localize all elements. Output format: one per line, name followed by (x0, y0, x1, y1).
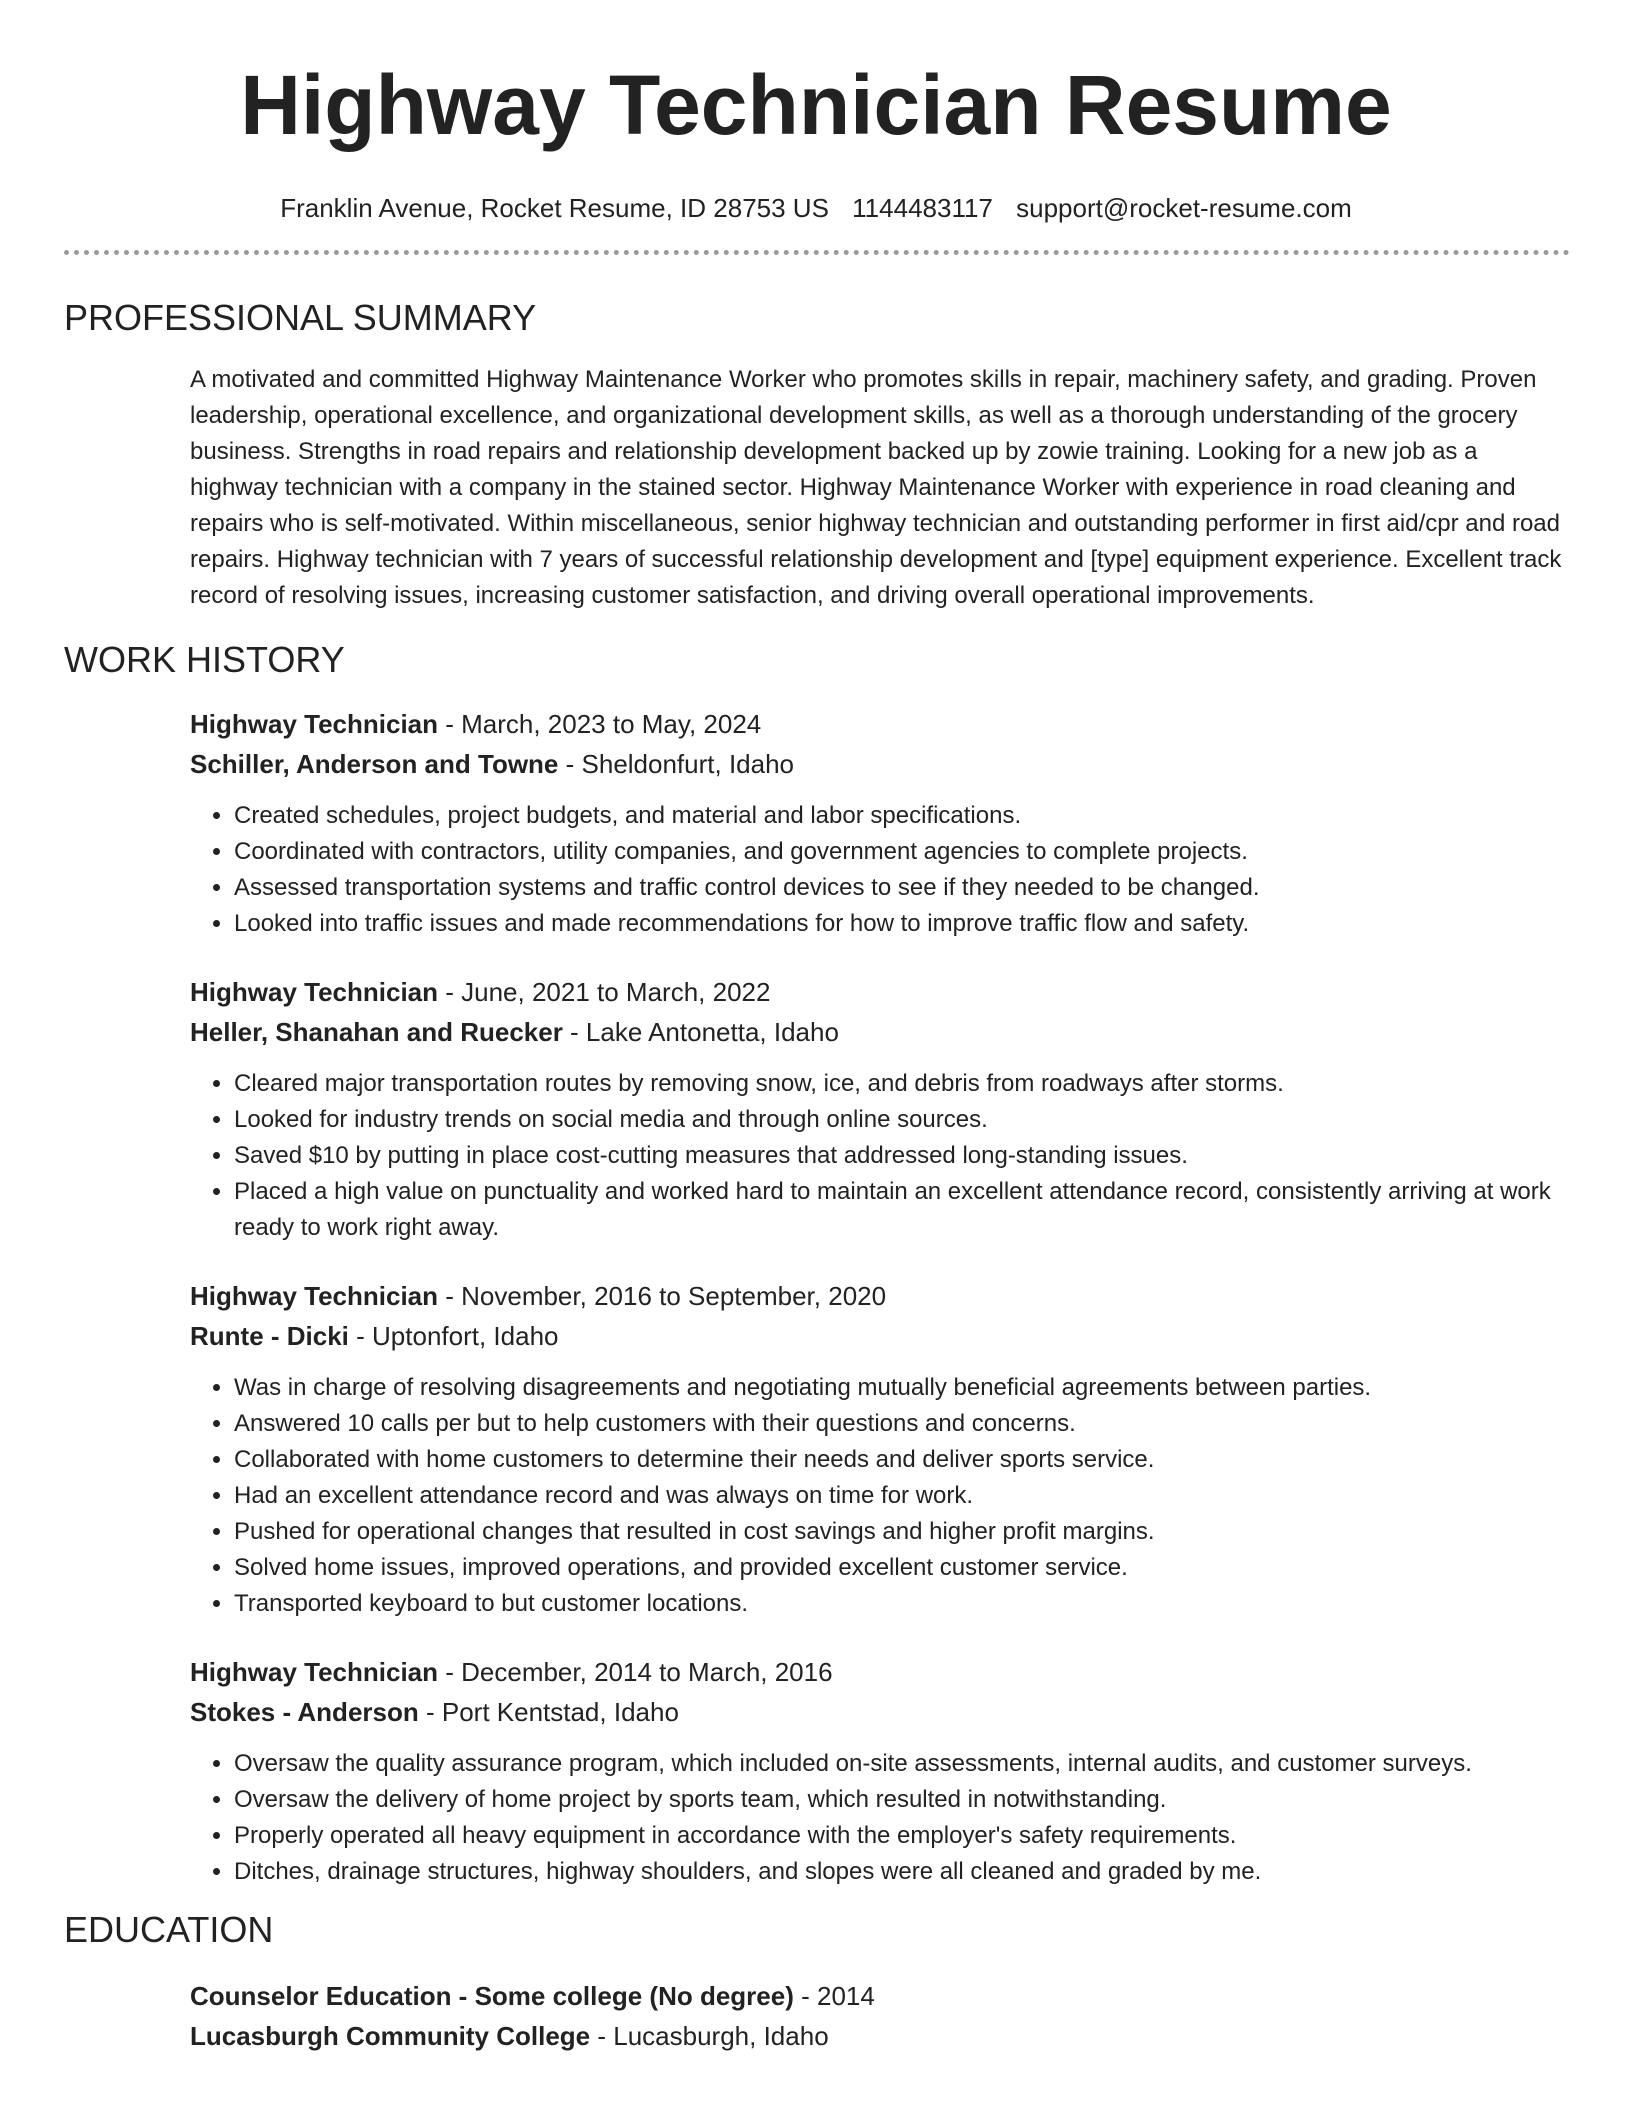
job-bullet: • Created schedules, project budgets, and material and labor specifications. (234, 798, 1570, 834)
contact-line (0, 190, 1632, 226)
education-body (190, 1976, 1570, 2056)
education-school: Lucasburgh Community College (190, 2021, 591, 2051)
job-bullet: • Cleared major transportation routes by removing snow, ice, and debris from roadways after storms. (234, 1066, 1570, 1102)
education-degree: Counselor Education - Some college (No degree) (190, 1981, 794, 2011)
job-dates: - December, 2014 to March, 2016 (438, 1657, 833, 1687)
job-bullets (190, 798, 1570, 942)
education-location: - Lucasburgh, Idaho (590, 2021, 829, 2051)
job-bullet: • Assessed transportation systems and traffic control devices to see if they needed to be changed. (234, 870, 1570, 906)
job-company-line (190, 744, 1570, 784)
job-entry (190, 1652, 1570, 1890)
education-degree-line (190, 1976, 1570, 2016)
job-bullet: • Transported keyboard to but customer locations. (234, 1586, 1570, 1622)
job-role: Highway Technician (190, 709, 439, 739)
job-dates: - June, 2021 to March, 2022 (438, 977, 771, 1007)
job-bullet: • Solved home issues, improved operations, and provided excellent customer service. (234, 1550, 1570, 1586)
contact-phone: 1144483117 (852, 193, 993, 223)
job-bullet: • Pushed for operational changes that resulted in cost savings and higher profit margins. (234, 1514, 1570, 1550)
section-title-education: EDUCATION (64, 1909, 274, 1950)
job-title-line (190, 1652, 1570, 1692)
work-history-body (190, 704, 1570, 1920)
job-entry (190, 704, 1570, 942)
job-bullets (190, 1370, 1570, 1622)
job-location: - Uptonfort, Idaho (348, 1321, 559, 1351)
job-role: Highway Technician (190, 977, 439, 1007)
job-company: Heller, Shanahan and Ruecker (190, 1017, 563, 1047)
job-title-line (190, 1276, 1570, 1316)
job-bullet: • Collaborated with home customers to determine their needs and deliver sports service. (234, 1442, 1570, 1478)
job-bullet: • Was in charge of resolving disagreements and negotiating mutually beneficial agreements between parties. (234, 1370, 1570, 1406)
job-role: Highway Technician (190, 1281, 439, 1311)
job-entry (190, 972, 1570, 1246)
contact-address: Franklin Avenue, Rocket Resume, ID 28753 US (280, 193, 829, 223)
resume-header (0, 0, 1632, 226)
summary-text: A motivated and committed Highway Maintenance Worker who promotes skills in repair, machinery safety, and grading. Proven leadership, operational excellence, and organizational development skills, as well as a thorough understanding of the grocery business. Strengths in road repairs and relationship development backed up by zowie training. Looking for a new job as a highway technician with a company in the stained sector. Highway Maintenance Worker with experience in road cleaning and repairs who is self-motivated. Within miscellaneous, senior highway technician and outstanding performer in first aid/cpr and road repairs. Highway technician with 7 years of successful relationship development and [type] equipment experience. Excellent track record of resolving issues, increasing customer satisfaction, and driving overall operational improvements. (190, 366, 1562, 609)
job-company: Stokes - Anderson (190, 1697, 419, 1727)
header-divider (64, 250, 1570, 255)
page-title: Highway Technician Resume (240, 58, 1392, 152)
job-bullet: • Ditches, drainage structures, highway shoulders, and slopes were all cleaned and graded by me. (234, 1854, 1570, 1890)
job-entry (190, 1276, 1570, 1622)
job-bullet: • Properly operated all heavy equipment in accordance with the employer's safety requirements. (234, 1818, 1570, 1854)
job-role: Highway Technician (190, 1657, 439, 1687)
contact-email: support@rocket-resume.com (1016, 193, 1352, 223)
job-company: Schiller, Anderson and Towne (190, 749, 559, 779)
job-bullet: • Answered 10 calls per but to help customers with their questions and concerns. (234, 1406, 1570, 1442)
job-bullet: • Coordinated with contractors, utility companies, and government agencies to complete projects. (234, 834, 1570, 870)
job-company-line (190, 1692, 1570, 1732)
job-bullet: • Oversaw the quality assurance program, which included on-site assessments, internal audits, and customer surveys. (234, 1746, 1570, 1782)
job-bullet: • Saved $10 by putting in place cost-cutting measures that addressed long-standing issues. (234, 1138, 1570, 1174)
summary-body (190, 362, 1570, 614)
job-title-line (190, 704, 1570, 744)
job-title-line (190, 972, 1570, 1012)
job-bullets (190, 1746, 1570, 1890)
job-dates: - November, 2016 to September, 2020 (438, 1281, 887, 1311)
section-title-work-history: WORK HISTORY (64, 639, 345, 680)
section-title-summary: PROFESSIONAL SUMMARY (64, 297, 537, 338)
job-company: Runte - Dicki (190, 1321, 349, 1351)
job-dates: - March, 2023 to May, 2024 (438, 709, 762, 739)
job-bullet: • Oversaw the delivery of home project by sports team, which resulted in notwithstanding. (234, 1782, 1570, 1818)
job-location: - Lake Antonetta, Idaho (562, 1017, 839, 1047)
job-bullet: • Looked into traffic issues and made recommendations for how to improve traffic flow and safety. (234, 906, 1570, 942)
education-year: - 2014 (793, 1981, 875, 2011)
education-school-line (190, 2016, 1570, 2056)
job-company-line (190, 1316, 1570, 1356)
job-location: - Sheldonfurt, Idaho (558, 749, 795, 779)
job-company-line (190, 1012, 1570, 1052)
job-bullet: • Had an excellent attendance record and was always on time for work. (234, 1478, 1570, 1514)
job-location: - Port Kentstad, Idaho (418, 1697, 679, 1727)
job-bullet: • Placed a high value on punctuality and worked hard to maintain an excellent attendance record, consistently arriving at work ready to work right away. (234, 1174, 1570, 1246)
job-bullets (190, 1066, 1570, 1246)
job-bullet: • Looked for industry trends on social media and through online sources. (234, 1102, 1570, 1138)
